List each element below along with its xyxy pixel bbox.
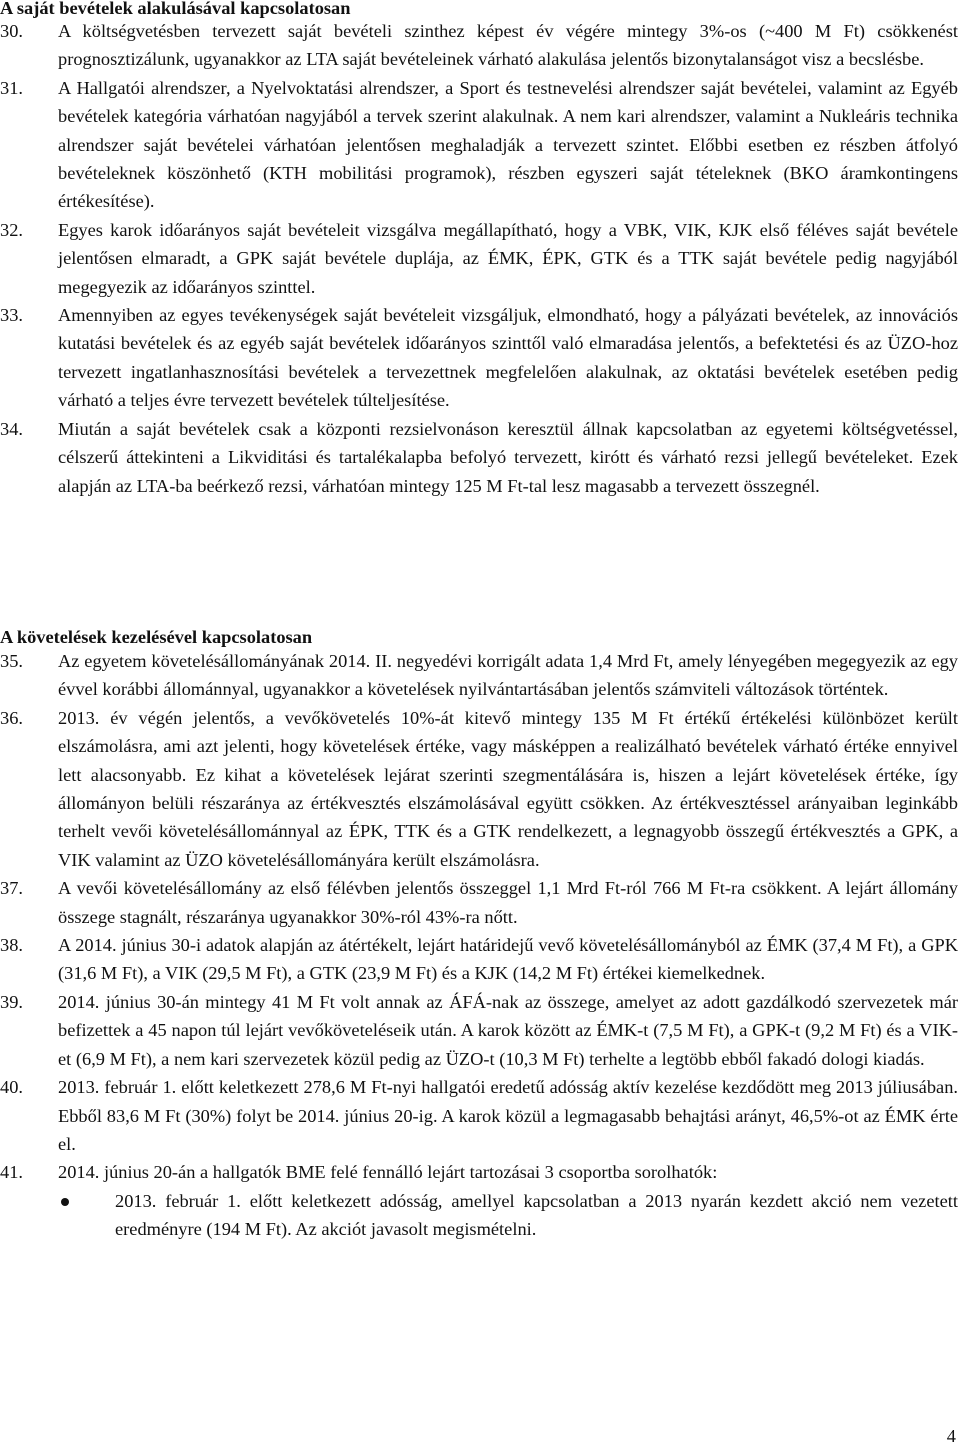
item-number: 37. — [0, 878, 23, 899]
item-number: 33. — [0, 305, 23, 326]
item-text: 2014. június 20-án a hallgatók BME felé fennálló lejárt tartozásai 3 csoportba sorolhatók: — [58, 1162, 718, 1183]
bullet-dot-icon — [61, 1198, 69, 1206]
item-number: 36. — [0, 707, 23, 728]
item-number: 39. — [0, 991, 23, 1012]
item-text: A vevői követelésállomány az első félévben jelentős összeggel 1,1 Mrd Ft-ról 766 M Ft-ra csökkent. A lejárt állomány összege stagnált, részaránya ugyanakkor 30%-ról 43%-ra nőtt. — [58, 878, 958, 927]
section-heading: A saját bevételek alakulásával kapcsolatosan — [0, 0, 351, 18]
item-text: A Hallgatói alrendszer, a Nyelvoktatási alrendszer, a Sport és testnevelési alrendszer saját bevételei, valamint az Egyéb bevételek kategória várhatóan nagyjából a tervek szerint alakulnak. A nem kari alrendszer, valamint a Nukleáris technika alrendszer saját bevételei várhatóan jelentősen meghaladják a tervezett szintet. Előbbi esetben ez részben átfolyó bevételeknek köszönhető (KTH mobilitási programok), részben egyszeri saját tételeknek (BKO áramkontingens értékesítése). — [58, 77, 958, 212]
list-item — [0, 1073, 958, 1158]
list-item — [0, 17, 958, 74]
list-item — [0, 301, 958, 415]
section-own-revenues — [0, 0, 958, 500]
list-item — [0, 874, 958, 931]
item-number: 30. — [0, 21, 23, 41]
item-text: 2013. év végén jelentős, a vevőkövetelés 10%-át kitevő mintegy 135 M Ft értékű értékelési különbözet került elszámolásra, ami azt jelenti, hogy követelések értéke, vagy másképpen a realizálható bevételek várható értéke ennyivel lett alacsonyabb. Ez kihat a követelések lejárat szerinti szegmentálására is, hiszen a lejárt követelések értéke, így állományon belüli részaránya az értékvesztés elszámolásával együtt csökken. Az értékvesztéssel arányaiban leginkább terhelt vevői követelésállománnyal az ÉPK, TTK és a GTK rendelkezett, a legnagyobb összegű értékvesztés a GPK, a VIK valamint az ÜZO követelésállományára került elszámolásra. — [58, 707, 958, 870]
item-number: 40. — [0, 1077, 23, 1098]
item-text: A 2014. június 30-i adatok alapján az átértékelt, lejárt határidejű vevő követelésállományból az ÉMK (37,4 M Ft), a GPK (31,6 M Ft), a VIK (29,5 M Ft), a GTK (23,9 M Ft) és a KJK (14,2 M Ft) értékei kiemelkednek. — [58, 935, 958, 984]
list-item — [0, 1158, 958, 1186]
item-number: 31. — [0, 77, 23, 98]
list-item — [0, 704, 958, 874]
list-item — [0, 216, 958, 301]
list-item — [0, 647, 958, 704]
list-item — [0, 931, 958, 988]
item-text: Miután a saját bevételek csak a központi rezsielvonáson keresztül állnak kapcsolatban az egyetemi költségvetéssel, célszerű áttekinteni a Likviditási és tartalékalapba befolyó tervezett, kirótt és várható rezsi jellegű bevételeket. Ezek alapján az LTA-ba beérkező rezsi, várhatóan mintegy 125 M Ft-tal lesz magasabb a tervezett összegnél. — [58, 418, 958, 496]
item-number: 32. — [0, 219, 23, 240]
item-text: A költségvetésben tervezett saját bevételi szinthez képest év végére mintegy 3%-os (~400 M Ft) csökkenést prognosztizálunk, ugyanakkor az LTA saját bevételeinek várható alakulása jelentős bizonytalanságot visz a becslésbe. — [58, 21, 958, 70]
item-text: Egyes karok időarányos saját bevételeit vizsgálva megállapítható, hogy a VBK, VIK, KJK első féléves saját bevétele jelentősen elmaradt, a GPK saját bevétele duplája, az ÉMK, ÉPK, GTK és a TTK saját bevétele pedig nagyjából megegyezik az időarányos szinttel. — [58, 219, 958, 297]
section-heading: A követelések kezelésével kapcsolatosan — [0, 627, 313, 647]
item-number: 34. — [0, 418, 23, 439]
item-text: Amennyiben az egyes tevékenységek saját bevételeit vizsgáljuk, elmondható, hogy a pályázati bevételek, az innovációs kutatási bevételek és az egyéb saját bevételek időarányos szinttől való elmaradása jelentős, a befektetési és az ÜZO-hoz tervezett ingatlanhasznosítási bevételek a tervezettnek megfelelően alakulnak, az oktatási bevételek esetében pedig várható a teljes évre tervezett bevételek túlteljesítése. — [58, 305, 958, 411]
section-receivables — [0, 626, 958, 1244]
list-item — [0, 988, 958, 1073]
page-number: 4 — [946, 1426, 956, 1446]
item-number: 35. — [0, 651, 23, 671]
bullet-item — [0, 1187, 958, 1244]
item-text: 2013. február 1. előtt keletkezett 278,6 M Ft-nyi hallgatói eredetű adósság aktív kezelése kezdődött meg 2013 júliusában. Ebből 83,6 M Ft (30%) folyt be 2014. június 20-ig. A karok közül a legmagasabb behajtási arányt, 46,5%-ot az ÉMK érte el. — [58, 1077, 958, 1154]
item-text: 2014. június 30-án mintegy 41 M Ft volt annak az ÁFÁ-nak az összege, amelyet az adott gazdálkodó szervezetek már befizettek a 45 napon túl lejárt vevőköveteléseik után. A karok között az ÉMK-t (7,5 M Ft), a GPK-t (9,2 M Ft) és a VIK-et (6,9 M Ft), a nem kari szervezetek közül pedig az ÜZO-t (10,3 M Ft) terhelte a legtöbb ebből fakadó dologi kiadás. — [58, 991, 958, 1069]
bullet-text: 2013. február 1. előtt keletkezett adósság, amellyel kapcsolatban a 2013 nyarán kezdett akció nem vezetett eredményre (194 M Ft). Az akciót javasolt megismételni. — [115, 1190, 958, 1240]
item-text: Az egyetem követelésállományának 2014. II. negyedévi korrigált adata 1,4 Mrd Ft, amely lényegében megegyezik az egy évvel korábbi állománnyal, ugyanakkor a követelések nyilvántartásában jelentős számviteli változások történtek. — [58, 651, 958, 700]
item-number: 38. — [0, 935, 23, 956]
list-item — [0, 74, 958, 216]
list-item — [0, 415, 958, 500]
item-number: 41. — [0, 1162, 23, 1183]
